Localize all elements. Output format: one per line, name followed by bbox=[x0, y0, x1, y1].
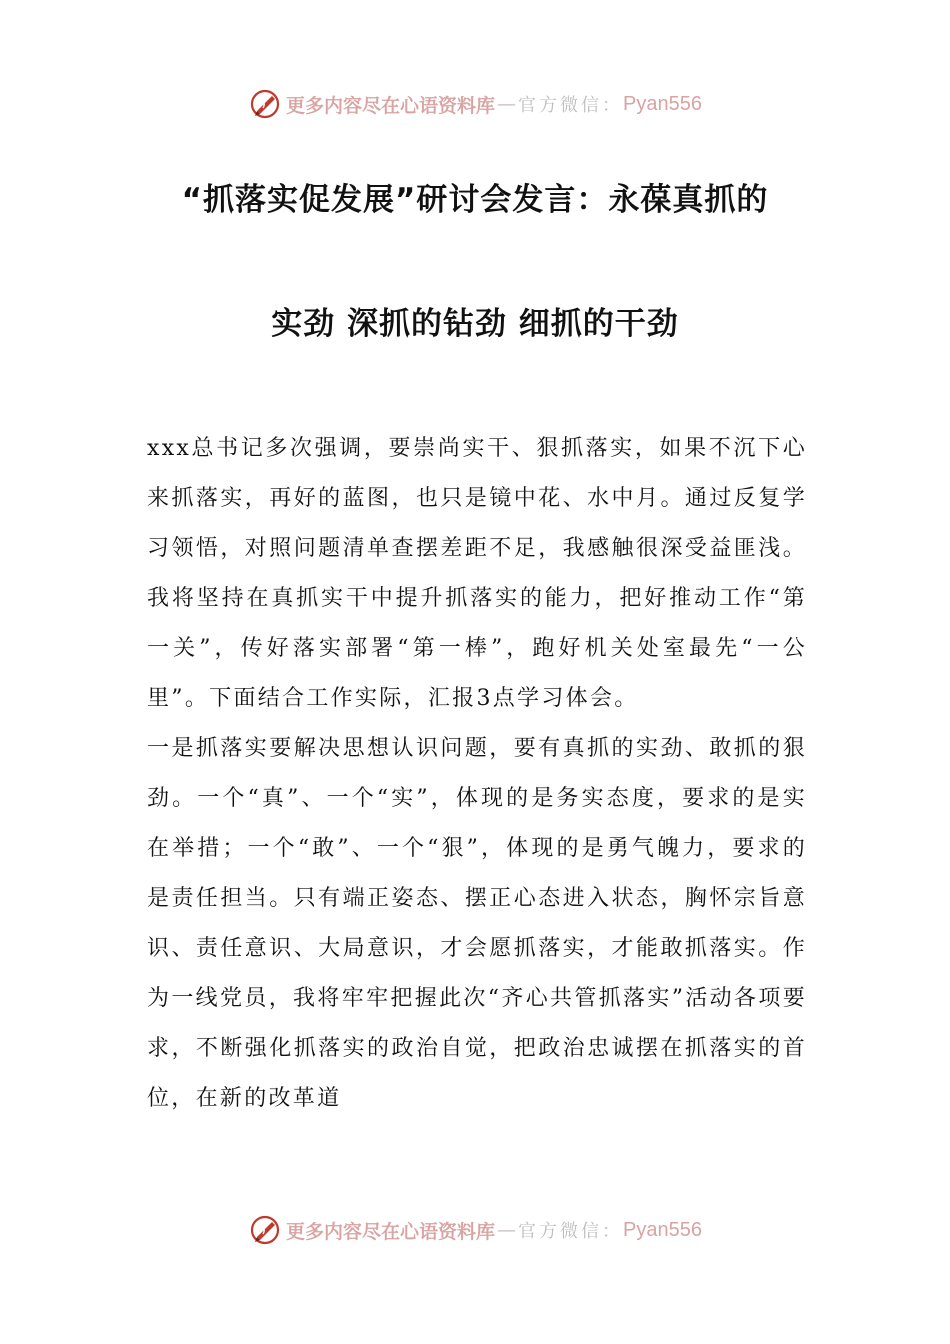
document-body bbox=[147, 424, 807, 1124]
body-paragraph-1: xxx总书记多次强调，要崇尚实干、狠抓落实，如果不沉下心来抓落实，再好的蓝图，也只是镜中花、水中月。通过反复学习领悟，对照问题清单查摆差距不足，我感触很深受益匪浅。我将坚持在真抓实干中提升抓落实的能力，把好推动工作“第一关”，传好落实部署“第一棒”，跑好机关处室最先“一公里”。下面结合工作实际，汇报3点学习体会。 bbox=[147, 436, 807, 711]
document-title-line-2: 实劲 深抓的钻劲 细抓的干劲 bbox=[271, 306, 679, 342]
brand-text: 更多内容尽在心语资料库 bbox=[286, 1220, 496, 1243]
document-title-line-1: “抓落实促发展”研讨会发言：永葆真抓的 bbox=[181, 182, 769, 218]
pen-seal-logo-icon bbox=[248, 87, 282, 121]
banner-dash: — bbox=[497, 1219, 517, 1241]
banner-dash: — bbox=[497, 93, 517, 115]
wechat-label: 官方微信： bbox=[518, 1221, 624, 1242]
wechat-id: Pyan556 bbox=[623, 92, 702, 115]
wechat-label: 官方微信： bbox=[518, 95, 624, 116]
body-paragraph-2: 一是抓落实要解决思想认识问题，要有真抓的实劲、敢抓的狠劲。一个“真”、一个“实”，体现的是务实态度，要求的是实在举措；一个“敢”、一个“狠”，体现的是勇气魄力，要求的是责任担当。只有端正姿态、摆正心态进入状态，胸怀宗旨意识、责任意识、大局意识，才会愿抓落实，才能敢抓落实。作为一线党员，我将牢牢把握此次“齐心共管抓落实”活动各项要求，不断强化抓落实的政治自觉，把政治忠诚摆在抓落实的首位，在新的改革道 bbox=[147, 736, 807, 1111]
pen-seal-logo-icon bbox=[248, 1213, 282, 1247]
wechat-id: Pyan556 bbox=[623, 1218, 702, 1241]
header-banner bbox=[0, 84, 950, 124]
footer-banner bbox=[0, 1210, 950, 1250]
brand-text: 更多内容尽在心语资料库 bbox=[286, 94, 496, 117]
